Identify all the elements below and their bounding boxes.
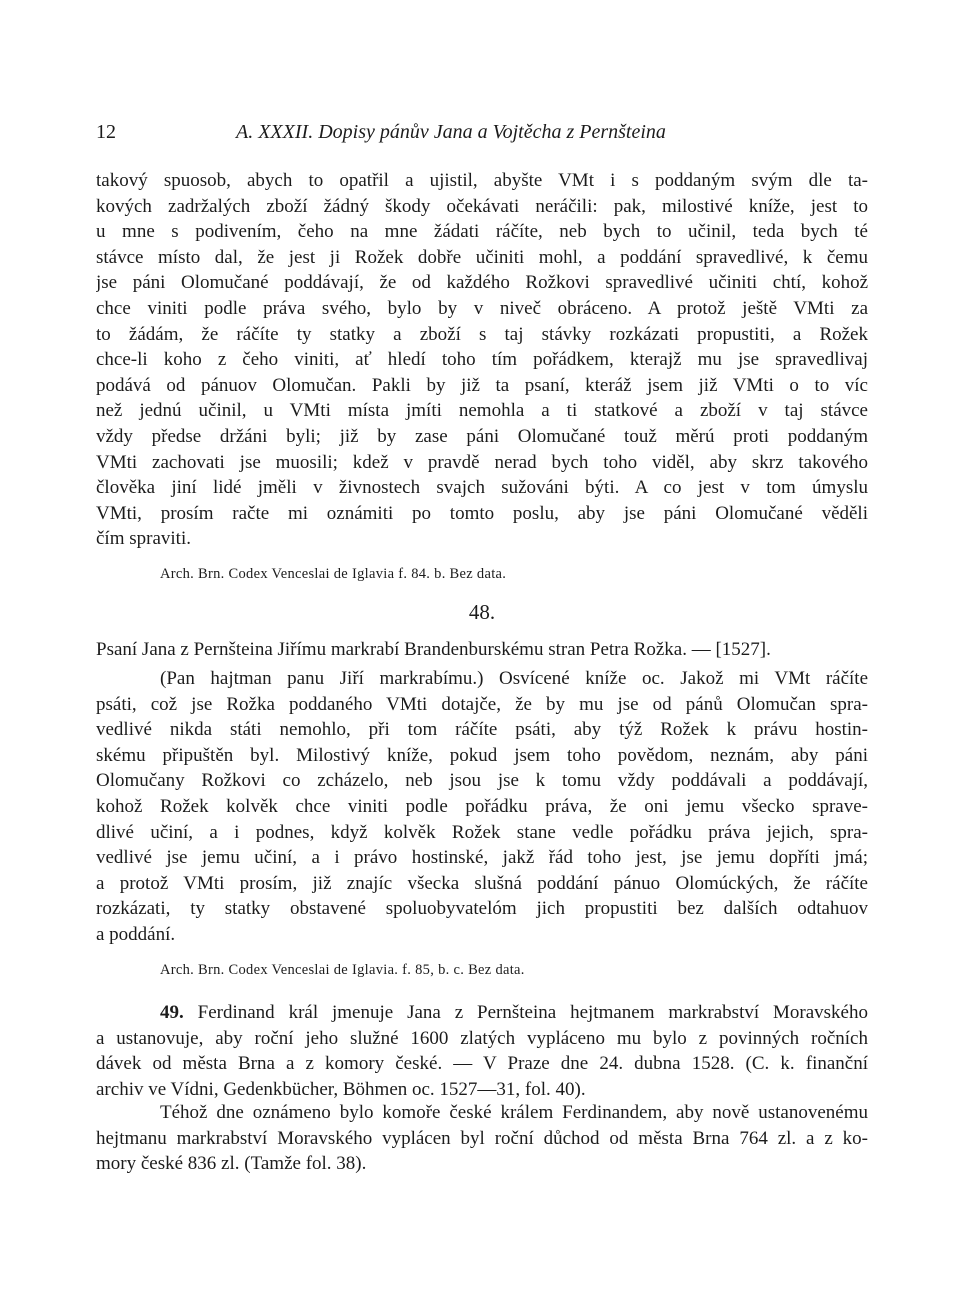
text-line: jse páni Olomučané poddávají, že od každého Rožkovi spravedlivé učiniti chtí, kohož xyxy=(96,272,868,294)
text-line: psáti, což jse Rožka poddaného VMti dotajče, že by mu jse od pánů Olomučan spra- xyxy=(96,693,868,715)
text-line: kových zadržalých zboží žádný škody očekávati neráčili: pak, milostivé kníže, jest to xyxy=(96,195,868,217)
text-line: mory české 836 zl. (Tamže fol. 38). xyxy=(96,1153,367,1175)
page-number: 12 xyxy=(96,121,116,143)
text-line: stávce místo dal, že jest ji Rožek dobře učiniti mohl, a poddání spravedlivé, k čemu xyxy=(96,246,868,268)
text-line xyxy=(96,1000,868,1026)
text-line: a poddání. xyxy=(96,923,176,945)
text-line: a ustanovuje, aby roční jeho služné 1600 zlatých vypláceno mu bylo z povinných ročních xyxy=(96,1027,868,1049)
text-line: vedlivé jse jemu učiní, a i právo hostinské, jakž řád toho jest, jse jemu dopříti jmá; xyxy=(96,847,868,869)
text-line: člověka jiní lidé jměli v živnostech svajch sužováni býti. A co jest v tom úmyslu xyxy=(96,477,868,499)
text-line: Téhož dne oznámeno bylo komoře české králem Ferdinandem, aby nově ustanovenému xyxy=(160,1102,868,1123)
document-number: 49. xyxy=(160,1002,184,1023)
archive-source: Arch. Brn. Codex Venceslai de Iglavia. f. 85, b. c. Bez data. xyxy=(160,962,525,978)
text-line: chce-li koho z čeho viniti, ať hledí toho tím pořádkem, kterajž mu jse spravedlivaj xyxy=(96,349,868,371)
text-line: takový spuosob, abych to opatřil a ujistil, abyšte VMt i s poddaným svým dle ta- xyxy=(96,170,868,191)
text-line: vedlivé nikda státi nemohlo, při tom ráčíte psáti, aby týž Rožek k právu hostin- xyxy=(96,719,868,741)
text-line: dlivé učiní, a i podnes, když kolvěk Rožek stane vedle pořádku práva jejich, spra- xyxy=(96,821,868,843)
running-head xyxy=(96,121,868,145)
letter-top-text xyxy=(96,168,868,552)
text-line: a protož VMti prosím, již znajíc všecka slušná poddání pánuo Olomúckých, že ráčíte xyxy=(96,872,868,894)
text-line: podává od pánuov Olomučan. Pakli by již ta psaní, kteráž jsem již VMti o to víc xyxy=(96,374,868,396)
text-line: dávek od města Brna a z komory české. — V Praze dne 24. dubna 1528. (C. k. finanční xyxy=(96,1053,868,1075)
text-line: hejtmanu markrabství Moravského vyplácen byl roční důchod od města Brna 764 zl. a z ko- xyxy=(96,1127,868,1149)
text-line: (Pan hajtman panu Jiří markrabímu.) Osvícené kníže oc. Jakož mi VMt ráčíte xyxy=(160,668,868,689)
text-line: VMti, prosím račte mi oznámiti po tomto poslu, aby jse páni Olomučané věděli xyxy=(96,502,868,524)
text-line: u mne s podivením, čeho na mne žádati ráčíte, neb bych to učinil, teda bych té xyxy=(96,221,868,243)
document-number: 48. xyxy=(468,600,496,624)
document-heading: Psaní Jana z Pernšteina Jiřímu markrabí Brandenburskému stran Petra Rožka. — [1527]. xyxy=(96,639,771,660)
text-line: rozkázati, ty statky obstavené spoluobyvatelóm jich propustiti bez dalších odtahuov xyxy=(96,898,868,920)
archive-source: Arch. Brn. Codex Venceslai de Iglavia f. 84. b. Bez data. xyxy=(160,566,507,582)
text-line: než jednú učinil, u VMti místa jmíti nemohla a ti statkové a zboží v taj stávce xyxy=(96,400,868,422)
letter-48-text xyxy=(96,666,868,948)
text-run: Ferdinand král jmenuje Jana z Pernšteina hejtmanem markrabství Moravského xyxy=(197,1002,868,1023)
running-title: A. XXXII. Dopisy pánův Jana a Vojtěcha z Pernšteina xyxy=(236,121,666,143)
text-line: chce viniti podle práva svého, bylo by v niveč obráceno. A protož ještě VMti za xyxy=(96,297,868,319)
text-line: to žádám, že ráčíte ty statky a zboží s taj stávky rozkázati propustiti, a Rožek xyxy=(96,323,868,345)
text-line: čím spraviti. xyxy=(96,528,191,550)
letter-48-heading xyxy=(96,637,868,663)
text-line: vždy předse držáni byli; již by zase páni Olomučané touž měrú proti poddaným xyxy=(96,425,868,447)
text-line: kohož Rožek kolvěk chce viniti podle pořádku práva, že oni jemu všecko sprave- xyxy=(96,795,868,817)
letter-49-text xyxy=(96,1000,868,1102)
text-line: Olomučany Rožkovi co zcházelo, neb jsou jse k tomu vždy poddávali a poddávají, xyxy=(96,770,868,792)
text-line: archiv ve Vídni, Gedenkbücher, Böhmen oc. 1527—31, fol. 40). xyxy=(96,1078,586,1100)
letter-49-note xyxy=(96,1100,868,1177)
text-line: VMti zachovati jse muosili; kdež v pravdě nerad bych toho viděl, aby skrz takového xyxy=(96,451,868,473)
text-line: skému připuštěn byl. Milostivý kníže, pokud jsem toho povědom, neznám, aby páni xyxy=(96,744,868,766)
